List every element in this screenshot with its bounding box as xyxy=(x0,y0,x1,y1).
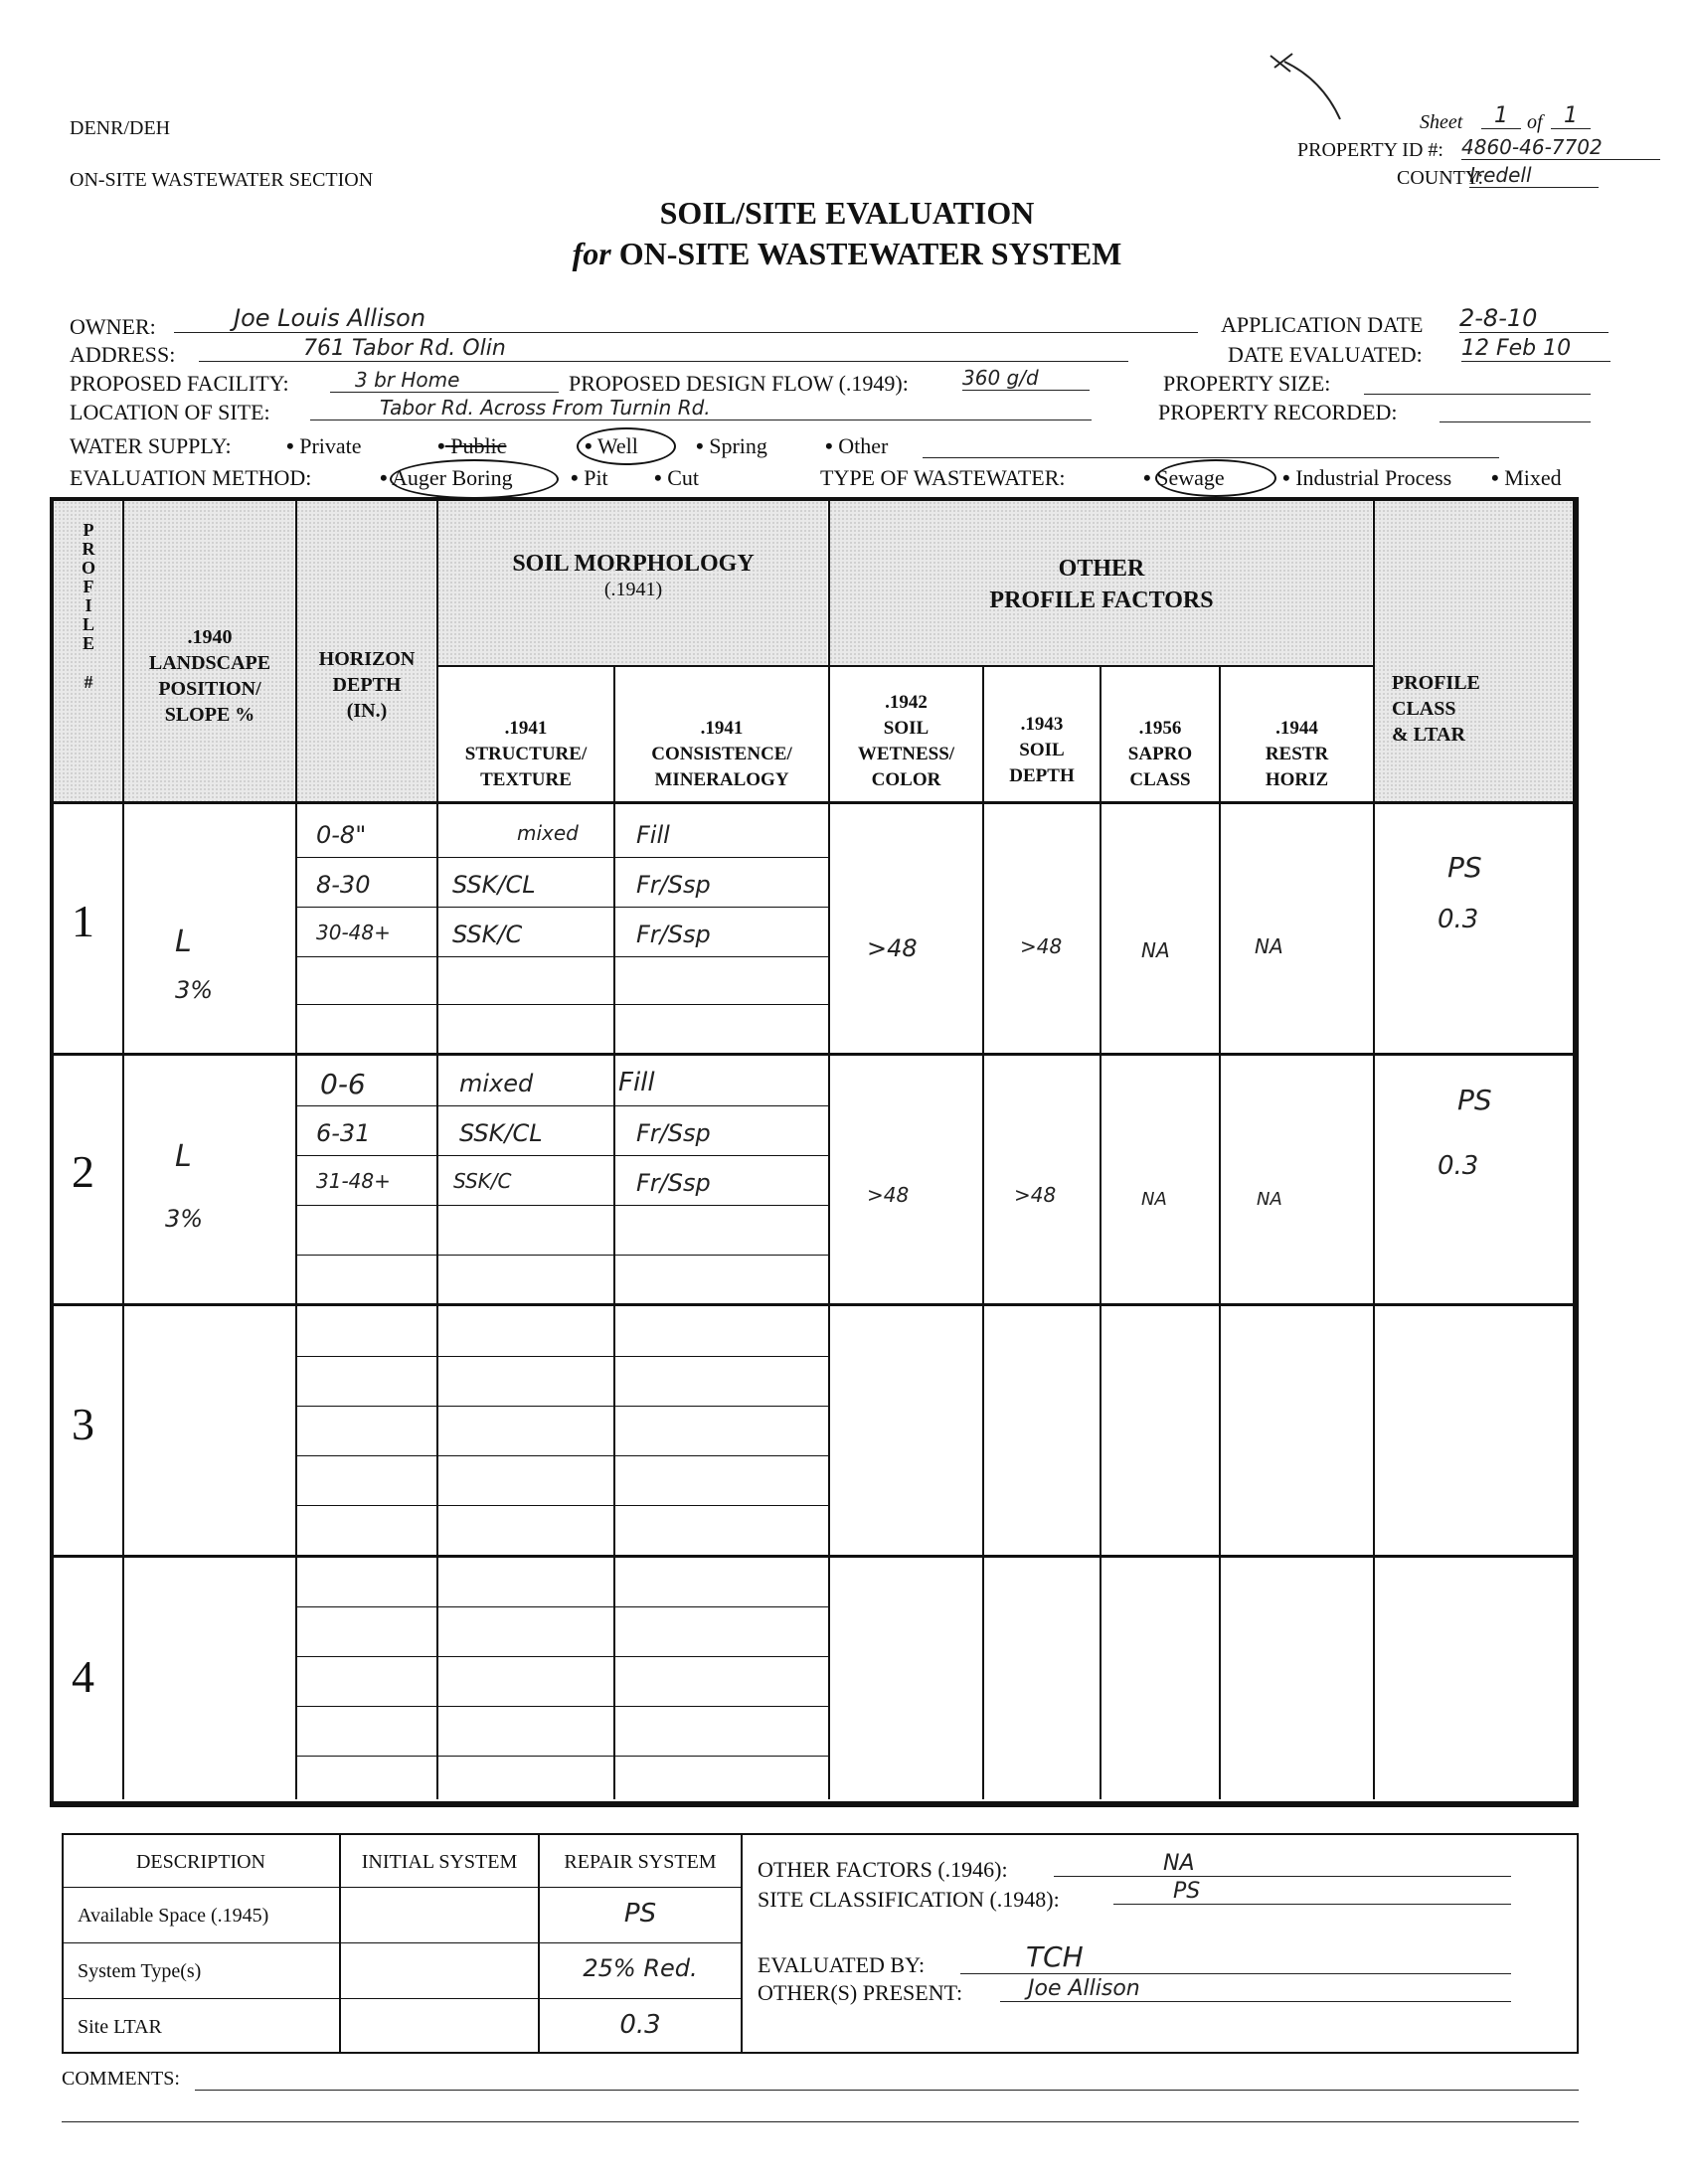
sapro-value[interactable]: NA xyxy=(1141,1189,1167,1210)
profile-number: 1 xyxy=(72,896,94,946)
sheet-of-label: of xyxy=(1527,111,1543,133)
row-divider xyxy=(54,1053,1573,1056)
structure-value[interactable]: mixed xyxy=(459,1070,534,1097)
header-line: LANDSCAPE xyxy=(148,652,271,674)
wastewater-option-mixed[interactable]: • Mixed xyxy=(1491,465,1562,490)
consistence-value[interactable]: Fill xyxy=(636,821,670,849)
repair-system-value[interactable]: 25% Red. xyxy=(583,1954,698,1982)
proposed-facility-label: PROPOSED FACILITY: xyxy=(70,371,289,396)
col-divider xyxy=(613,665,615,1799)
restr-value[interactable]: NA xyxy=(1255,934,1283,958)
consistence-value[interactable]: Fr/Ssp xyxy=(636,921,711,948)
consistence-value[interactable]: Fr/Ssp xyxy=(636,1119,711,1147)
selection-circle xyxy=(1155,459,1276,497)
header-line: CLASS xyxy=(1129,769,1191,790)
water-option-public[interactable]: • Public xyxy=(437,433,507,458)
wastewater-type-label: TYPE OF WASTEWATER: xyxy=(820,465,1066,490)
profile-letter: P xyxy=(83,520,94,540)
horizon-line xyxy=(295,907,828,908)
header-line: SAPRO xyxy=(1127,744,1193,764)
summary-row-divider xyxy=(62,1998,742,1999)
col-divider xyxy=(1100,665,1101,1799)
method-option-pit-label: Pit xyxy=(584,465,608,490)
structure-value[interactable]: SSK/CL xyxy=(452,871,536,899)
selection-circle xyxy=(577,427,676,465)
horizon-line xyxy=(295,1706,828,1707)
horizon-line xyxy=(295,1656,828,1657)
check-mark-icon xyxy=(1263,50,1362,129)
method-option-cut-label: Cut xyxy=(667,465,699,490)
agency-section: ON-SITE WASTEWATER SECTION xyxy=(70,169,374,191)
soil-depth-header xyxy=(983,712,1101,789)
header-line: (IN.) xyxy=(346,700,388,722)
summary-row-divider xyxy=(62,1942,742,1943)
site-classification-label: SITE CLASSIFICATION (.1948): xyxy=(758,1887,1060,1912)
sapro-header xyxy=(1101,716,1220,793)
horizon-header xyxy=(296,646,437,724)
water-option-spring-label: Spring xyxy=(709,433,767,458)
evaluated-by-field[interactable]: TCH xyxy=(960,1940,1511,1974)
structure-value[interactable]: SSK/C xyxy=(453,1169,512,1193)
page-subtitle xyxy=(0,236,1694,272)
profile-letter: R xyxy=(82,539,95,559)
header-line: TEXTURE xyxy=(480,769,572,790)
header-line: .1941 xyxy=(504,718,548,739)
wetness-value[interactable]: >48 xyxy=(867,1183,910,1207)
ltar-value[interactable]: 0.3 xyxy=(1438,905,1479,934)
repair-space-value[interactable]: PS xyxy=(623,1899,657,1929)
wastewater-option-industrial[interactable]: • Industrial Process xyxy=(1282,465,1452,490)
profile-letter: E xyxy=(82,633,94,653)
header-line: CONSISTENCE/ xyxy=(651,744,792,764)
profile-letter: F xyxy=(83,577,94,596)
slope-value[interactable]: 3% xyxy=(165,1205,204,1233)
agency-name: DENR/DEH xyxy=(70,117,171,139)
summary-row-label: System Type(s) xyxy=(78,1960,202,1982)
horizon-line xyxy=(295,1356,828,1357)
header-line: OTHER xyxy=(1058,556,1145,582)
header-bottom xyxy=(54,801,1573,804)
others-present-field[interactable]: Joe Allison xyxy=(1000,1976,1511,2002)
method-option-pit[interactable]: • Pit xyxy=(571,465,608,490)
consistence-value[interactable]: Fr/Ssp xyxy=(636,1169,711,1197)
method-option-cut[interactable]: • Cut xyxy=(654,465,699,490)
header-divider xyxy=(436,665,1374,667)
summary-row-label: Available Space (.1945) xyxy=(78,1905,269,1927)
subtitle-text: ON-SITE WASTEWATER SYSTEM xyxy=(618,236,1122,271)
horizon-line xyxy=(295,956,828,957)
wastewater-option-industrial-label: Industrial Process xyxy=(1295,465,1452,490)
wetness-header xyxy=(829,690,983,793)
horizon-line xyxy=(295,1105,828,1106)
owner-field[interactable]: Joe Louis Allison xyxy=(174,304,1198,333)
header-line: .1944 xyxy=(1275,718,1318,739)
water-other-line xyxy=(923,457,1499,458)
horizon-depth[interactable]: 31-48+ xyxy=(316,1169,391,1193)
sapro-value[interactable]: NA xyxy=(1141,938,1170,962)
structure-value[interactable]: SSK/CL xyxy=(459,1119,543,1147)
address-label: ADDRESS: xyxy=(70,342,176,367)
site-classification-field[interactable]: PS xyxy=(1113,1879,1511,1905)
horizon-line xyxy=(295,1255,828,1256)
sheet-total[interactable]: 1 xyxy=(1551,103,1591,129)
water-option-private-label: Private xyxy=(299,433,362,458)
wetness-value[interactable]: >48 xyxy=(867,934,918,962)
application-date-label: APPLICATION DATE xyxy=(1221,312,1424,337)
row-divider xyxy=(54,1303,1573,1306)
ltar-value[interactable]: 0.3 xyxy=(1438,1151,1479,1181)
horizon-line xyxy=(295,1756,828,1757)
header-line: DEPTH xyxy=(332,674,402,696)
horizon-line xyxy=(295,1205,828,1206)
profile-number: 3 xyxy=(72,1399,94,1449)
soil-depth-value[interactable]: >48 xyxy=(1020,934,1063,958)
date-evaluated-label: DATE EVALUATED: xyxy=(1228,342,1423,367)
consistence-value[interactable]: Fill xyxy=(618,1068,655,1097)
consistence-header xyxy=(614,716,829,793)
horizon-depth[interactable]: 8-30 xyxy=(316,871,371,899)
col-divider xyxy=(1219,665,1221,1799)
proposed-facility-field[interactable]: 3 br Home xyxy=(330,368,559,393)
selection-circle xyxy=(390,459,559,499)
water-option-public-label: Public xyxy=(450,433,507,458)
landscape-value[interactable]: L xyxy=(175,1139,192,1174)
profile-class-header xyxy=(1374,670,1573,748)
header-line: PROFILE xyxy=(1392,672,1480,694)
structure-header xyxy=(437,716,614,793)
landscape-header xyxy=(123,624,296,728)
property-recorded-field[interactable] xyxy=(1440,398,1591,422)
property-recorded-label: PROPERTY RECORDED: xyxy=(1158,400,1398,424)
header-line: SOIL MORPHOLOGY xyxy=(512,551,755,577)
horizon-depth[interactable]: 6-31 xyxy=(316,1119,371,1147)
horizon-line xyxy=(295,1406,828,1407)
address-field[interactable]: 761 Tabor Rd. Olin xyxy=(199,336,1128,362)
header-line: .1956 xyxy=(1138,718,1182,739)
header-line: WETNESS/ xyxy=(857,744,955,764)
row-divider xyxy=(54,1555,1573,1558)
other-factors-label: OTHER FACTORS (.1946): xyxy=(758,1857,1008,1882)
horizon-line xyxy=(295,1606,828,1607)
header-line: DEPTH xyxy=(1009,765,1075,786)
design-flow-label: PROPOSED DESIGN FLOW (.1949): xyxy=(569,371,909,396)
slope-value[interactable]: 3% xyxy=(175,976,214,1004)
horizon-line xyxy=(295,1455,828,1456)
method-option-auger[interactable]: • Auger Boring xyxy=(380,465,513,490)
county-field[interactable]: Iredell xyxy=(1469,163,1599,188)
consistence-value[interactable]: Fr/Ssp xyxy=(636,871,711,899)
summary-row-label: Site LTAR xyxy=(78,2016,162,2038)
county-label: COUNTY: xyxy=(1397,167,1484,189)
wastewater-option-mixed-label: Mixed xyxy=(1504,465,1562,490)
profile-class-value[interactable]: PS xyxy=(1457,1084,1492,1116)
header-shade xyxy=(1374,501,1573,801)
col-divider xyxy=(982,665,984,1799)
header-line: .1940 xyxy=(187,626,233,648)
horizon-line xyxy=(295,1004,828,1005)
application-date-field[interactable]: 2-8-10 xyxy=(1459,304,1609,333)
property-id-label: PROPERTY ID #: xyxy=(1297,139,1443,161)
horizon-depth[interactable]: 0-6 xyxy=(320,1068,366,1100)
header-line: COLOR xyxy=(871,769,941,790)
header-line: SOIL xyxy=(883,718,930,739)
comments-line xyxy=(62,2121,1579,2122)
evaluated-by-label: EVALUATED BY: xyxy=(758,1952,926,1977)
profile-class-value[interactable]: PS xyxy=(1447,851,1482,884)
header-line: CLASS xyxy=(1392,698,1456,720)
header-line: .1941 xyxy=(700,718,744,739)
soil-depth-value[interactable]: >48 xyxy=(1014,1183,1057,1207)
sheet-label: Sheet xyxy=(1420,111,1463,133)
subtitle-for: for xyxy=(572,236,611,271)
header-line: HORIZ xyxy=(1265,769,1329,790)
repair-ltar-value[interactable]: 0.3 xyxy=(619,2010,661,2040)
owner-label: OWNER: xyxy=(70,314,156,339)
horizon-depth[interactable]: 0-8" xyxy=(316,821,367,849)
header-line: & LTAR xyxy=(1392,724,1465,746)
location-field[interactable]: Tabor Rd. Across From Turnin Rd. xyxy=(310,396,1092,420)
water-option-private[interactable]: • Private xyxy=(286,433,362,458)
location-label: LOCATION OF SITE: xyxy=(70,400,270,424)
wastewater-option-sewage[interactable]: • Sewage xyxy=(1143,465,1225,490)
summary-row-divider xyxy=(62,1887,742,1888)
profile-number: 4 xyxy=(72,1651,94,1702)
method-option-auger-label: Auger Boring xyxy=(392,465,513,490)
horizon-line xyxy=(295,857,828,858)
header-line: HORIZON xyxy=(318,648,416,670)
water-option-other-label: Other xyxy=(838,433,889,458)
header-line: SLOPE % xyxy=(164,704,255,726)
comments-label: COMMENTS: xyxy=(62,2068,180,2090)
header-line: MINERALOGY xyxy=(654,769,789,790)
profile-letter: L xyxy=(82,614,94,634)
header-line: .1943 xyxy=(1020,714,1064,735)
structure-value[interactable]: mixed xyxy=(517,821,579,845)
profile-letter: I xyxy=(85,595,92,615)
summary-header-repair: REPAIR SYSTEM xyxy=(564,1851,717,1873)
header-line: PROFILE FACTORS xyxy=(989,588,1214,613)
summary-header-description: DESCRIPTION xyxy=(135,1851,265,1873)
design-flow-field[interactable]: 360 g/d xyxy=(962,366,1090,391)
landscape-value[interactable]: L xyxy=(175,924,192,959)
other-factors-header xyxy=(829,553,1374,616)
structure-value[interactable]: SSK/C xyxy=(452,921,523,948)
summary-header-initial: INITIAL SYSTEM xyxy=(361,1851,518,1873)
others-present-label: OTHER(S) PRESENT: xyxy=(758,1980,963,2005)
soil-morphology-header xyxy=(437,551,829,602)
header-line: SOIL xyxy=(1019,740,1065,760)
page-title: SOIL/SITE EVALUATION xyxy=(659,195,1035,231)
property-size-field[interactable] xyxy=(1364,370,1591,395)
header-line: RESTR xyxy=(1265,744,1329,764)
horizon-line xyxy=(295,1505,828,1506)
water-option-well-label: Well xyxy=(596,433,638,458)
header-line: .1942 xyxy=(885,692,928,713)
header-line: (.1941) xyxy=(603,579,663,600)
water-supply-label: WATER SUPPLY: xyxy=(70,433,232,458)
restr-value[interactable]: NA xyxy=(1257,1189,1282,1210)
header-line: POSITION/ xyxy=(158,678,261,700)
water-option-other[interactable]: • Other xyxy=(825,433,889,458)
restr-header xyxy=(1220,716,1374,793)
horizon-depth[interactable]: 30-48+ xyxy=(316,921,391,944)
other-factors-field[interactable]: NA xyxy=(1054,1851,1511,1877)
profile-letter: O xyxy=(81,558,95,578)
water-option-spring[interactable]: • Spring xyxy=(696,433,767,458)
profile-letter: # xyxy=(84,672,93,692)
horizon-line xyxy=(295,1155,828,1156)
property-size-label: PROPERTY SIZE: xyxy=(1163,371,1331,396)
header-line: STRUCTURE/ xyxy=(464,744,588,764)
sheet-number[interactable]: 1 xyxy=(1481,103,1521,129)
date-evaluated-field[interactable]: 12 Feb 10 xyxy=(1461,336,1610,362)
profile-number: 2 xyxy=(72,1146,94,1197)
evaluation-method-label: EVALUATION METHOD: xyxy=(70,465,312,490)
wastewater-option-sewage-label: Sewage xyxy=(1156,465,1225,490)
water-option-well[interactable]: • Well xyxy=(585,433,638,458)
profile-header xyxy=(54,521,123,692)
comments-field[interactable] xyxy=(195,2066,1579,2091)
property-id-field[interactable]: 4860-46-7702 xyxy=(1461,135,1660,160)
